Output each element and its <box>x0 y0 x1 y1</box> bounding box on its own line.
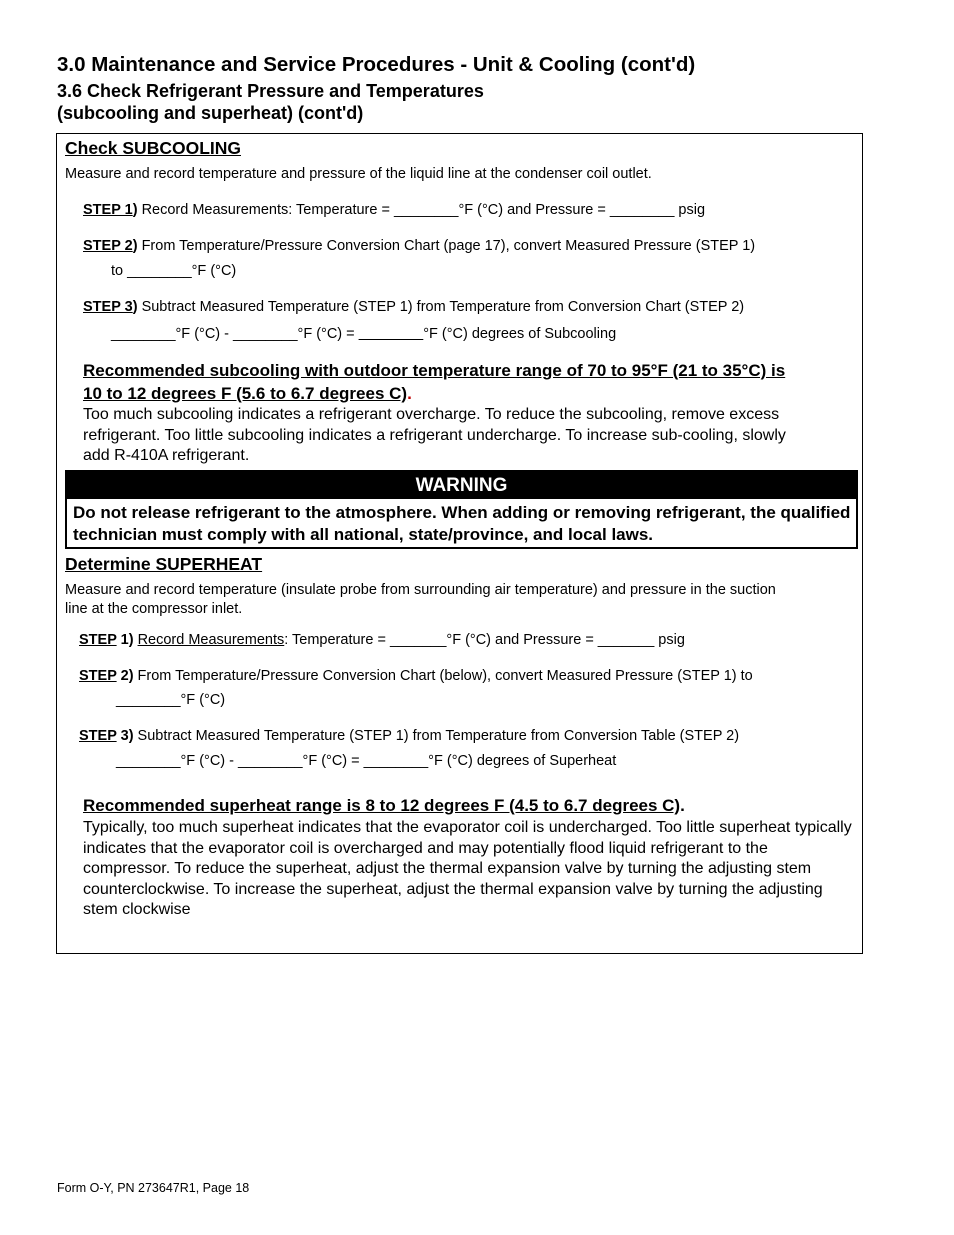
subcooling-heading: Check SUBCOOLING <box>65 138 241 158</box>
subcooling-intro: Measure and record temperature and pressure of the liquid line at the condenser coil outlet. <box>65 166 652 182</box>
step3-cont-b: °F (°C) degrees of Subcooling <box>423 326 617 342</box>
step-num: 2) <box>116 668 134 684</box>
subcooling-step1 <box>83 202 705 218</box>
step-paren: ) <box>132 299 138 315</box>
step3-cont-a: ________°F (°C) - ________°F (°C) = <box>111 326 359 342</box>
step-paren: ) <box>132 202 138 218</box>
page-footer: Form O-Y, PN 273647R1, Page 18 <box>57 1181 250 1195</box>
superheat-step2 <box>79 668 753 684</box>
step-text: Record Measurements: Temperature = ________°F (°C) and Pressure = ________ psig <box>137 202 706 218</box>
subcooling-step3 <box>83 299 744 315</box>
recommended-dot: . <box>680 796 685 815</box>
step-label: STEP <box>79 728 117 744</box>
recommended-text: Recommended subcooling with outdoor temperature range of 70 to 95°F (21 to 35°C) is 10 to 12 degrees F (5.6 to 6.7 degrees C) <box>83 361 786 403</box>
step-link-text: Record Measurements <box>137 632 285 648</box>
step-label: STEP 3 <box>83 299 133 315</box>
step-num: 3) <box>116 728 134 744</box>
step-text: From Temperature/Pressure Conversion Chart (below), convert Measured Pressure (STEP 1) to <box>133 668 753 684</box>
recommended-text: Recommended superheat range is 8 to 12 degrees F (4.5 to 6.7 degrees C) <box>83 796 681 815</box>
step-num: 1) <box>116 632 134 648</box>
step-label: STEP <box>79 632 117 648</box>
step3-cont-blank: ________ <box>358 326 424 342</box>
page-title: 3.0 Maintenance and Service Procedures - Unit & Cooling (cont'd) <box>57 53 696 76</box>
subcooling-note: Too much subcooling indicates a refrigerant overcharge. To reduce the subcooling, remove excess refrigerant. Too little subcooling indicates a refrigerant undercharge. To increase sub-cooling, slowly add R-410A refrigerant. <box>83 406 786 464</box>
step-text: Subtract Measured Temperature (STEP 1) from Temperature from Conversion Table (STEP 2) <box>133 728 740 744</box>
section-subtitle-line2: (subcooling and superheat) (cont'd) <box>57 103 364 123</box>
subcooling-recommended <box>83 359 803 405</box>
superheat-step3 <box>79 728 739 744</box>
superheat-note: Typically, too much superheat indicates that the evaporator coil is undercharged. Too little superheat typically indicates that the evaporator coil is overcharged and may potentially flood liquid refrigerant to the compressor. To reduce the superheat, adjust the thermal expansion valve by turning the adjusting stem counterclockwise. To increase the superheat, adjust the thermal expansion valve by turning the adjusting stem clockwise <box>83 819 852 918</box>
subcooling-step2 <box>83 238 755 254</box>
step-label: STEP <box>79 668 117 684</box>
step-label: STEP 1 <box>83 202 133 218</box>
superheat-intro-line2: line at the compressor inlet. <box>65 601 243 617</box>
subcooling-step2-cont: to ________°F (°C) <box>111 263 237 279</box>
warning-text: Do not release refrigerant to the atmosphere. When adding or removing refrigerant, the qualified technician must comply with all national, state/province, and local laws. <box>73 503 851 544</box>
superheat-step3-cont: ________°F (°C) - ________°F (°C) = ________°F (°C) degrees of Superheat <box>116 753 617 769</box>
superheat-step2-cont: ________°F (°C) <box>116 692 226 708</box>
superheat-heading: Determine SUPERHEAT <box>65 554 263 574</box>
subcooling-step3-cont <box>111 326 616 342</box>
step-text: : Temperature = _______°F (°C) and Pressure = _______ psig <box>284 632 685 648</box>
section-subtitle-line1: 3.6 Check Refrigerant Pressure and Temperatures <box>57 81 484 101</box>
step-text: Subtract Measured Temperature (STEP 1) from Temperature from Conversion Chart (STEP 2) <box>137 299 745 315</box>
superheat-step1 <box>79 632 685 648</box>
warning-box <box>65 470 858 549</box>
step-label: STEP 2 <box>83 238 133 254</box>
superheat-intro-line1: Measure and record temperature (insulate probe from surrounding air temperature) and pressure in the suction <box>65 582 776 598</box>
step-paren: ) <box>132 238 138 254</box>
recommended-dot: . <box>407 384 412 403</box>
step-text: From Temperature/Pressure Conversion Chart (page 17), convert Measured Pressure (STEP 1) <box>137 238 756 254</box>
superheat-recommended <box>83 794 823 817</box>
warning-title: WARNING <box>67 472 856 499</box>
